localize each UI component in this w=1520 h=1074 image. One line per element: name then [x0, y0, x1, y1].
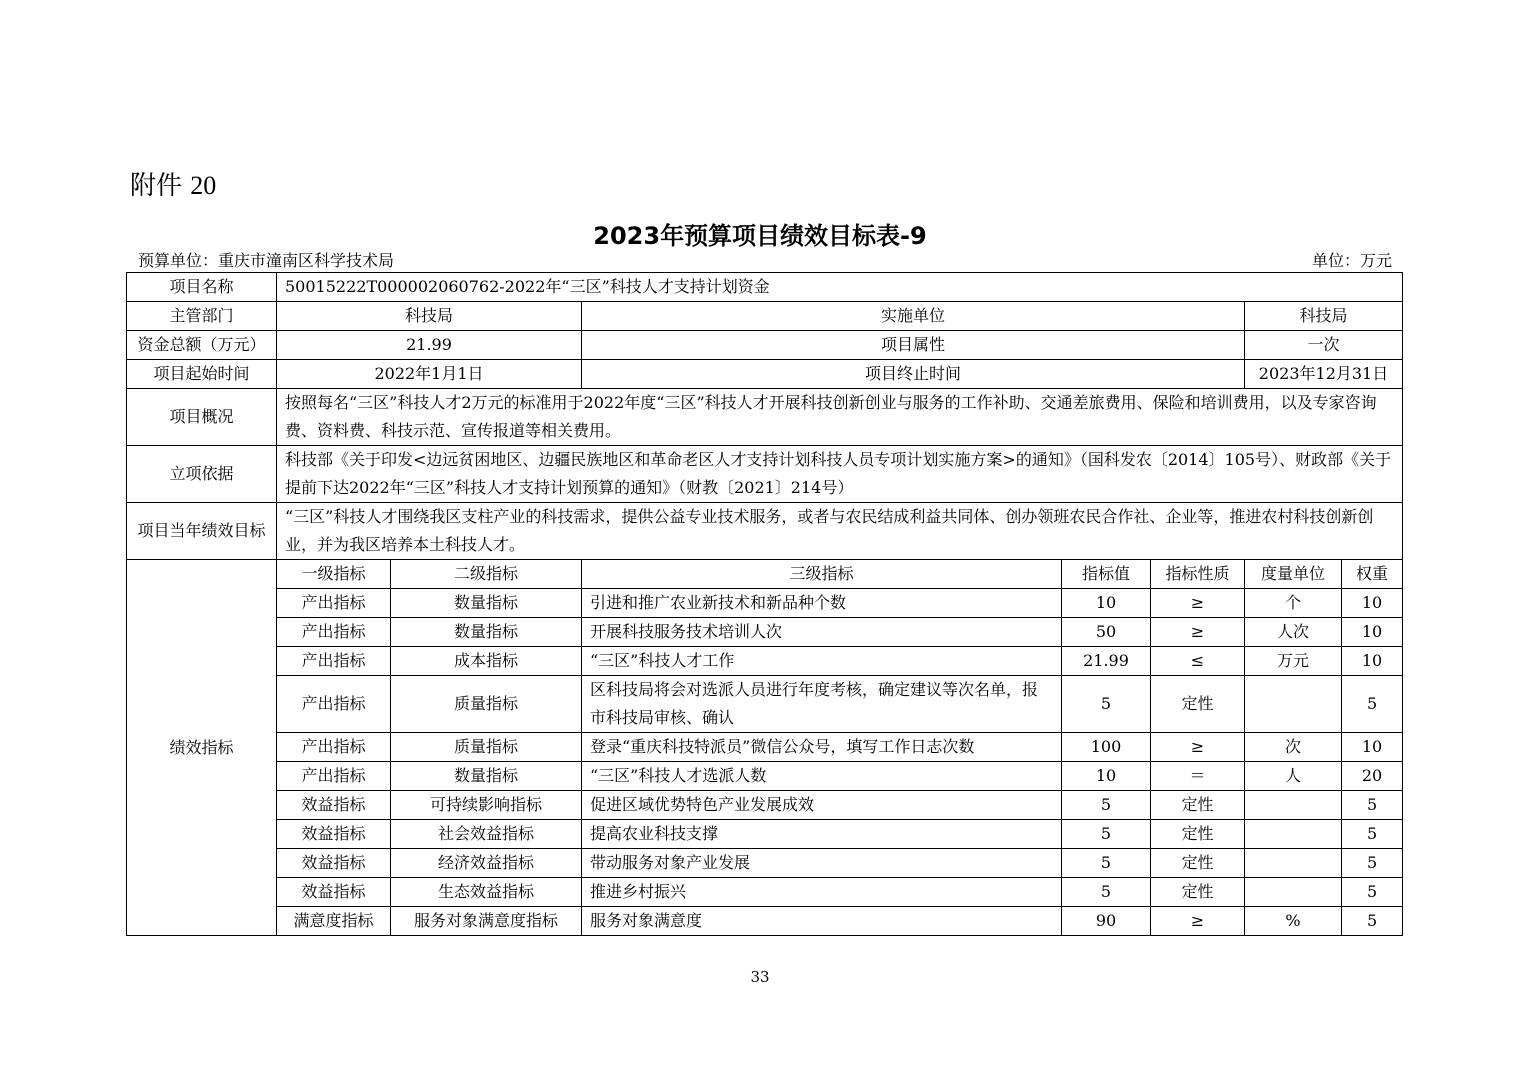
- table-row: [127, 907, 1403, 936]
- level2-cell: 服务对象满意度指标: [391, 907, 582, 936]
- header-weight: 权重: [1342, 560, 1403, 589]
- end-label: 项目终止时间: [582, 360, 1245, 389]
- weight-cell: 10: [1342, 733, 1403, 762]
- level3-cell: 推进乡村振兴: [582, 878, 1062, 907]
- row-time: [127, 360, 1403, 389]
- header-unit: 度量单位: [1245, 560, 1342, 589]
- level3-cell: 开展科技服务技术培训人次: [582, 618, 1062, 647]
- page-number: 33: [750, 968, 770, 986]
- weight-cell: 5: [1342, 878, 1403, 907]
- start-value: 2022年1月1日: [277, 360, 582, 389]
- unit-cell: [1245, 878, 1342, 907]
- row-goal: [127, 503, 1403, 560]
- indicator-header-row: [127, 560, 1403, 589]
- level2-cell: 生态效益指标: [391, 878, 582, 907]
- level1-cell: 产出指标: [277, 676, 391, 733]
- document-title: 2023年预算项目绩效目标表-9: [593, 222, 927, 250]
- weight-cell: 5: [1342, 791, 1403, 820]
- row-overview: [127, 389, 1403, 446]
- project-name-label: 项目名称: [127, 273, 277, 302]
- table-row: [127, 618, 1403, 647]
- level1-cell: 产出指标: [277, 733, 391, 762]
- table-row: [127, 676, 1403, 733]
- level2-cell: 数量指标: [391, 618, 582, 647]
- budget-unit: 预算单位：重庆市潼南区科学技术局: [138, 251, 395, 270]
- nature-cell: 定性: [1151, 676, 1245, 733]
- level1-cell: 产出指标: [277, 618, 391, 647]
- table-row: [127, 878, 1403, 907]
- level2-cell: 数量指标: [391, 762, 582, 791]
- level1-cell: 满意度指标: [277, 907, 391, 936]
- weight-cell: 10: [1342, 618, 1403, 647]
- value-cell: 10: [1062, 762, 1151, 791]
- annex-label: [130, 165, 216, 202]
- impl-value: 科技局: [1245, 302, 1403, 331]
- header-level1: 一级指标: [277, 560, 391, 589]
- level3-cell: 区科技局将会对选派人员进行年度考核，确定建议等次名单，报市科技局审核、确认: [582, 676, 1062, 733]
- dept-label: 主管部门: [127, 302, 277, 331]
- level3-cell: 带动服务对象产业发展: [582, 849, 1062, 878]
- value-cell: 5: [1062, 849, 1151, 878]
- level3-cell: “三区”科技人才工作: [582, 647, 1062, 676]
- weight-cell: 20: [1342, 762, 1403, 791]
- overview-label: 项目概况: [127, 389, 277, 446]
- start-label: 项目起始时间: [127, 360, 277, 389]
- weight-cell: 5: [1342, 676, 1403, 733]
- unit-cell: 万元: [1245, 647, 1342, 676]
- value-cell: 50: [1062, 618, 1151, 647]
- value-cell: 10: [1062, 589, 1151, 618]
- header-level3: 三级指标: [582, 560, 1062, 589]
- level3-cell: 引进和推广农业新技术和新品种个数: [582, 589, 1062, 618]
- row-project-name: [127, 273, 1403, 302]
- level1-cell: 效益指标: [277, 878, 391, 907]
- value-cell: 5: [1062, 820, 1151, 849]
- value-cell: 21.99: [1062, 647, 1151, 676]
- annex-prefix: 附件: [130, 171, 183, 201]
- level2-cell: 数量指标: [391, 589, 582, 618]
- level3-cell: 服务对象满意度: [582, 907, 1062, 936]
- dept-value: 科技局: [277, 302, 582, 331]
- attr-value: 一次: [1245, 331, 1403, 360]
- nature-cell: 定性: [1151, 878, 1245, 907]
- end-value: 2023年12月31日: [1245, 360, 1403, 389]
- unit-cell: %: [1245, 907, 1342, 936]
- row-fund: [127, 331, 1403, 360]
- project-name-value: 50015222T000002060762-2022年“三区”科技人才支持计划资金: [277, 273, 1403, 302]
- level1-cell: 产出指标: [277, 589, 391, 618]
- performance-target-table: [126, 272, 1403, 936]
- indicators-section-label: 绩效指标: [127, 560, 277, 936]
- goal-value: “三区”科技人才围绕我区支柱产业的科技需求，提供公益专业技术服务，或者与农民结成利益共同体、创办领班农民合作社、企业等，推进农村科技创新创业，并为我区培养本土科技人才。: [277, 503, 1403, 560]
- level1-cell: 效益指标: [277, 791, 391, 820]
- level3-cell: 登录“重庆科技特派员”微信公众号，填写工作日志次数: [582, 733, 1062, 762]
- unit-cell: 人次: [1245, 618, 1342, 647]
- table-row: [127, 762, 1403, 791]
- unit-cell: [1245, 676, 1342, 733]
- level2-cell: 社会效益指标: [391, 820, 582, 849]
- attr-label: 项目属性: [582, 331, 1245, 360]
- nature-cell: ≥: [1151, 618, 1245, 647]
- row-basis: [127, 446, 1403, 503]
- nature-cell: 定性: [1151, 820, 1245, 849]
- nature-cell: ≥: [1151, 907, 1245, 936]
- level1-cell: 产出指标: [277, 647, 391, 676]
- value-cell: 5: [1062, 676, 1151, 733]
- weight-cell: 5: [1342, 820, 1403, 849]
- level2-cell: 可持续影响指标: [391, 791, 582, 820]
- row-dept: [127, 302, 1403, 331]
- money-unit: 单位：万元: [1311, 251, 1392, 270]
- nature-cell: ≤: [1151, 647, 1245, 676]
- weight-cell: 5: [1342, 849, 1403, 878]
- basis-value: 科技部《关于印发<边远贫困地区、边疆民族地区和革命老区人才支持计划科技人员专项计划实施方案>的通知》（国科发农〔2014〕105号）、财政部《关于提前下达2022年“三区”科技人才支持计划预算的通知》（财教〔2021〕214号）: [277, 446, 1403, 503]
- nature-cell: ≥: [1151, 589, 1245, 618]
- nature-cell: ≥: [1151, 733, 1245, 762]
- nature-cell: ＝: [1151, 762, 1245, 791]
- table-row: [127, 849, 1403, 878]
- value-cell: 5: [1062, 791, 1151, 820]
- weight-cell: 5: [1342, 907, 1403, 936]
- basis-label: 立项依据: [127, 446, 277, 503]
- fund-value: 21.99: [277, 331, 582, 360]
- unit-cell: 个: [1245, 589, 1342, 618]
- annex-number: 20: [190, 171, 217, 200]
- table-row: [127, 791, 1403, 820]
- nature-cell: 定性: [1151, 791, 1245, 820]
- impl-label: 实施单位: [582, 302, 1245, 331]
- level3-cell: “三区”科技人才选派人数: [582, 762, 1062, 791]
- value-cell: 100: [1062, 733, 1151, 762]
- level2-cell: 成本指标: [391, 647, 582, 676]
- nature-cell: 定性: [1151, 849, 1245, 878]
- goal-label: 项目当年绩效目标: [127, 503, 277, 560]
- weight-cell: 10: [1342, 589, 1403, 618]
- fund-label: 资金总额（万元）: [127, 331, 277, 360]
- header-level2: 二级指标: [391, 560, 582, 589]
- table-row: [127, 589, 1403, 618]
- header-nature: 指标性质: [1151, 560, 1245, 589]
- level1-cell: 产出指标: [277, 762, 391, 791]
- level1-cell: 效益指标: [277, 820, 391, 849]
- value-cell: 90: [1062, 907, 1151, 936]
- level2-cell: 质量指标: [391, 733, 582, 762]
- header-value: 指标值: [1062, 560, 1151, 589]
- unit-cell: [1245, 791, 1342, 820]
- unit-cell: 人: [1245, 762, 1342, 791]
- level3-cell: 促进区域优势特色产业发展成效: [582, 791, 1062, 820]
- table-row: [127, 647, 1403, 676]
- level2-cell: 经济效益指标: [391, 849, 582, 878]
- overview-value: 按照每名“三区”科技人才2万元的标准用于2022年度“三区”科技人才开展科技创新创业与服务的工作补助、交通差旅费用、保险和培训费用，以及专家咨询费、资料费、科技示范、宣传报道等相关费用。: [277, 389, 1403, 446]
- level2-cell: 质量指标: [391, 676, 582, 733]
- weight-cell: 10: [1342, 647, 1403, 676]
- level1-cell: 效益指标: [277, 849, 391, 878]
- unit-cell: [1245, 820, 1342, 849]
- level3-cell: 提高农业科技支撑: [582, 820, 1062, 849]
- unit-cell: [1245, 849, 1342, 878]
- unit-cell: 次: [1245, 733, 1342, 762]
- table-row: [127, 733, 1403, 762]
- table-row: [127, 820, 1403, 849]
- value-cell: 5: [1062, 878, 1151, 907]
